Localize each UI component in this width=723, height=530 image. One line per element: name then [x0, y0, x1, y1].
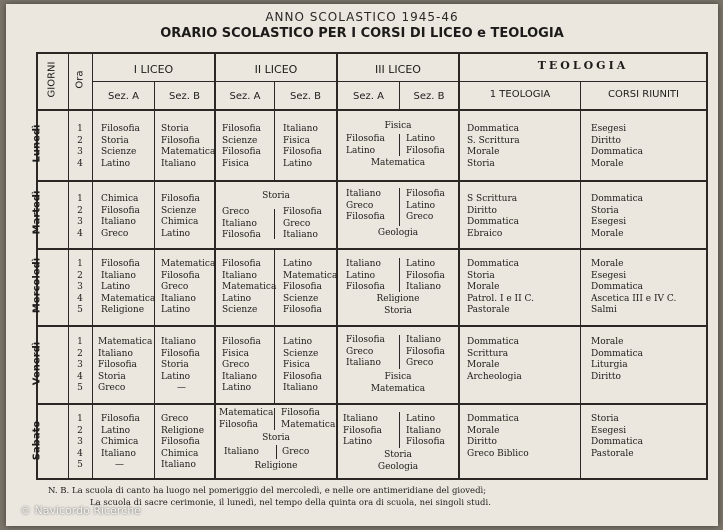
schedule-cell-i-b: Storia Filosofia Matematica Italiano	[161, 124, 216, 169]
schedule-cell-corsi-riuniti: Morale Dommatica Liturgia Diritto	[591, 337, 643, 382]
hour-numbers: 1 2 3 4	[77, 194, 83, 239]
schedule-cell-teologia-1: Dommatica Scrittura Morale Archeologia	[467, 337, 522, 382]
schedule-cell-i-a: Matematica Italiano Filosofia Storia Greco	[98, 337, 153, 393]
schedule-cell-iii-combined: Geologia	[377, 228, 419, 238]
schedule-cell-i-a: Filosofia Latino Chimica Italiano —	[101, 414, 140, 470]
schedule-cell-ii-combined: Storia	[262, 191, 290, 201]
schedule-cell-ii-b: Filosofia Matematica	[281, 408, 336, 430]
schedule-cell-ii-a: Filosofia Italiano Matematica Latino Scienze	[222, 259, 277, 315]
schedule-cell-iii-a: Italiano Greco Filosofia	[346, 189, 385, 222]
schedule-cell-ii-b: Filosofia Greco Italiano	[283, 207, 322, 240]
schedule-cell-ii-a: Filosofia Fisica Greco Italiano Latino	[222, 337, 261, 393]
hour-numbers: 1 2 3 4	[77, 124, 83, 169]
schedule-cell-teologia-1: Dommatica Storia Morale Patrol. I e II C. Pastorale	[467, 259, 534, 315]
schedule-cell-teologia-1: Dommatica Morale Diritto Greco Biblico	[467, 414, 529, 459]
column-header-teologia: TEOLOGIA	[537, 59, 629, 72]
schedule-cell-corsi-riuniti: Dommatica Storia Esegesi Morale	[591, 194, 643, 239]
footnote-line-1: N. B. La scuola di canto ha luogo nel pomeriggio del mercoledì, e nelle ore antimeridiane del giovedì;	[48, 486, 487, 496]
schedule-cell-iii-combined: Fisica Matematica	[370, 372, 426, 394]
sez-b-header: Sez. B	[413, 91, 445, 102]
schedule-cell-i-b: Greco Religione Filosofia Chimica Italiano	[161, 414, 205, 470]
sez-a-header: Sez. A	[108, 91, 139, 102]
day-label-martedi: Martedì	[31, 190, 43, 235]
schedule-cell-iii-b: Italiano Filosofia Greco	[406, 335, 445, 368]
schedule-cell-iii-combined: Storia Geologia	[377, 450, 419, 472]
day-label-mercoledi: Mercoledì	[31, 257, 43, 314]
schedule-cell-corsi-riuniti: Esegesi Diritto Dommatica Morale	[591, 124, 643, 169]
sez-a-header: Sez. A	[353, 91, 384, 102]
schedule-cell-iii-b: Latino Italiano Filosofia	[406, 414, 445, 447]
column-header-ora: Ora	[74, 70, 86, 89]
hour-numbers: 1 2 3 4 5	[77, 337, 83, 393]
document-page	[6, 4, 718, 526]
corsi-riuniti-header: CORSI RIUNITI	[608, 89, 679, 100]
schedule-cell-ii-b: Italiano Fisica Filosofia Latino	[283, 124, 322, 169]
column-header-liceo-3: III LICEO	[375, 63, 421, 76]
page-title: ORARIO SCOLASTICO PER I CORSI DI LICEO e TEOLOGIA	[160, 26, 564, 41]
schedule-cell-teologia-1: Dommatica S. Scrittura Morale Storia	[467, 124, 520, 169]
schedule-cell-corsi-riuniti: Morale Esegesi Dommatica Ascetica III e IV C. Salmi	[591, 259, 677, 315]
teologia-1-header: 1 TEOLOGIA	[489, 89, 551, 100]
schedule-cell-iii-b: Filosofia Latino Greco	[406, 189, 445, 222]
watermark: © Navicordo Ricerche	[20, 504, 141, 517]
schedule-cell-iii-combined: Fisica	[384, 121, 412, 131]
schedule-cell-ii-b: Latino Matematica Filosofia Scienze Filosofia	[283, 259, 338, 315]
schedule-cell-ii-a: Greco Italiano Filosofia	[222, 207, 261, 240]
day-label-lunedi: Lunedì	[31, 124, 43, 163]
schedule-cell-ii-combined: Religione	[254, 461, 298, 471]
sez-a-header: Sez. A	[229, 91, 261, 102]
schedule-cell-i-a: Filosofia Italiano Latino Matematica Religione	[101, 259, 156, 315]
schedule-cell-iii-combined: Religione Storia	[376, 294, 420, 316]
schedule-cell-teologia-1: S Scrittura Diritto Dommatica Ebraico	[467, 194, 519, 239]
schedule-cell-ii-b: Latino Scienze Fisica Filosofia Italiano	[283, 337, 322, 393]
schedule-cell-iii-combined: Matematica	[370, 158, 426, 168]
schedule-cell-i-b: Filosofia Scienze Chimica Latino	[161, 194, 200, 239]
schedule-cell-ii-a: Matematica Filosofia	[219, 408, 274, 430]
schedule-cell-iii-b: Latino Filosofia	[406, 134, 445, 156]
schedule-cell-ii-b: Greco	[282, 447, 310, 457]
sez-b-header: Sez. B	[290, 91, 321, 102]
day-label-venerdi: Venerdì	[31, 341, 43, 386]
schedule-cell-i-a: Filosofia Storia Scienze Latino	[101, 124, 140, 169]
hour-numbers: 1 2 3 4 5	[77, 414, 83, 470]
column-header-giorni: GIORNI	[46, 61, 58, 98]
sez-b-header: Sez. B	[169, 91, 200, 102]
schedule-cell-ii-combined: Storia	[262, 433, 290, 443]
column-header-liceo-1: I LICEO	[133, 63, 174, 76]
column-header-liceo-2: II LICEO	[254, 63, 298, 76]
schedule-cell-i-b: Italiano Filosofia Storia Latino —	[161, 337, 200, 393]
schedule-cell-iii-a: Italiano Latino Filosofia	[346, 259, 385, 292]
schedule-cell-i-b: Matematica Filosofia Greco Italiano Latino	[161, 259, 216, 315]
schedule-cell-iii-b: Latino Filosofia Italiano	[406, 259, 445, 292]
schedule-cell-iii-a: Filosofia Greco Italiano	[346, 335, 385, 368]
schedule-cell-ii-a: Italiano	[224, 447, 259, 457]
schedule-cell-corsi-riuniti: Storia Esegesi Dommatica Pastorale	[591, 414, 643, 459]
school-year: ANNO SCOLASTICO 1945-46	[265, 10, 459, 24]
footnote-line-2: La scuola di sacre cerimonie, il lunedì, nel tempo della quinta ora di scuola, nei singoli studi.	[90, 498, 491, 508]
hour-numbers: 1 2 3 4 5	[77, 259, 83, 315]
schedule-cell-iii-a: Italiano Filosofia Latino	[343, 414, 382, 447]
day-label-sabato: Sabato	[31, 420, 43, 461]
schedule-cell-ii-a: Filosofia Scienze Filosofia Fisica	[222, 124, 261, 169]
schedule-cell-i-a: Chimica Filosofia Italiano Greco	[101, 194, 140, 239]
schedule-cell-iii-a: Filosofia Latino	[346, 134, 385, 156]
